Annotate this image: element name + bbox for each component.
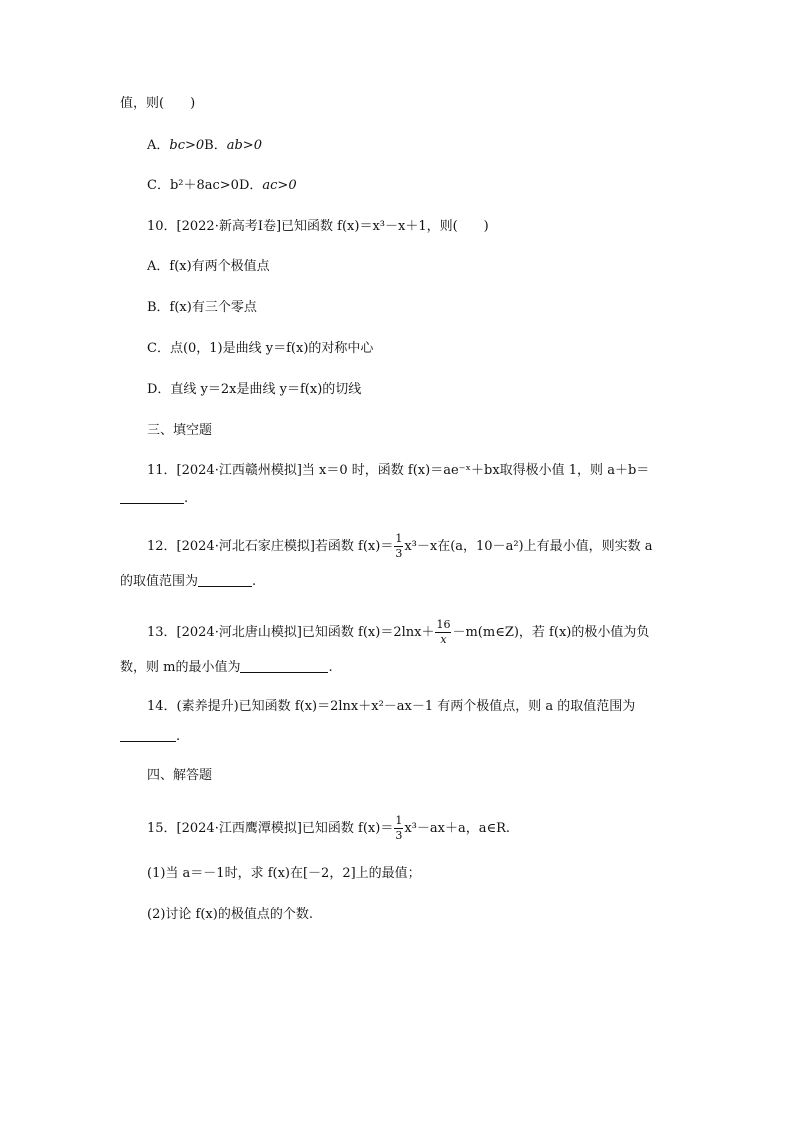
section-solutions-heading: 四、解答题 <box>147 768 213 783</box>
q13-stem: 13．[2024·河北唐山模拟]已知函数 f(x)＝2lnx＋ $\frac{16}{x}$ －m(m∈Z)，若 f(x)的极小值为负 <box>147 618 650 646</box>
q9-option-d: ac>0 <box>262 178 297 193</box>
q9-option-a: bc>0 <box>169 138 205 153</box>
q10-option-a: A．f(x)有两个极值点 <box>147 259 270 274</box>
q15-part-1: (1)当 a＝－1时，求 f(x)在[－2，2]上的最值； <box>147 866 421 881</box>
q11-answer-line: . <box>120 490 188 508</box>
q12-fraction: $\frac{1}{3}$ <box>395 532 403 560</box>
q15-part-2: (2)讨论 f(x)的极值点的个数. <box>147 907 313 922</box>
q9-option-b: ab>0 <box>226 138 262 153</box>
q9-option-c: b²＋8ac>0 <box>169 178 239 193</box>
q9-stem-tail: 值，则( ) <box>120 96 196 111</box>
q12-answer-blank[interactable] <box>198 574 252 587</box>
q14-answer-blank[interactable] <box>120 729 176 742</box>
q10-stem: 10．[2022·新高考Ⅰ卷]已知函数 f(x)＝x³－x＋1，则( ) <box>147 219 489 234</box>
q14-stem: 14．(素养提升)已知函数 f(x)＝2lnx＋x²－ax－1 有两个极值点，则 a 的取值范围为 <box>147 699 636 714</box>
q9-options-ab: A．bc>0B．ab>0 <box>147 138 262 153</box>
q10-option-d: D．直线 y＝2x是曲线 y＝f(x)的切线 <box>147 382 362 397</box>
q10-option-c: C．点(0，1)是曲线 y＝f(x)的对称中心 <box>147 341 374 356</box>
q9-options-cd: C．b²＋8ac>0D．ac>0 <box>147 178 297 193</box>
q15-fraction: $\frac{1}{3}$ <box>395 814 403 842</box>
q12-stem: 12．[2024·河北石家庄模拟]若函数 f(x)＝ $\frac{1}{3}$ x³－x在(a，10－a²)上有最小值，则实数 a <box>147 532 653 560</box>
q10-option-b: B．f(x)有三个零点 <box>147 300 257 315</box>
q15-stem: 15．[2024·江西鹰潭模拟]已知函数 f(x)＝ $\frac{1}{3}$ x³－ax＋a，a∈R. <box>147 814 510 842</box>
q13-answer-blank[interactable] <box>240 660 328 673</box>
q13-fraction: $\frac{16}{x}$ <box>436 618 451 646</box>
q14-answer-line: . <box>120 728 180 746</box>
q11-stem: 11．[2024·江西赣州模拟]当 x＝0 时，函数 f(x)＝ae⁻ˣ＋bx取得极小值 1，则 a＋b＝ <box>147 463 650 478</box>
section-fill-in-heading: 三、填空题 <box>147 423 213 438</box>
q13-answer-line: 数，则 m的最小值为 . <box>120 660 333 675</box>
q12-answer-line: 的取值范围为 . <box>120 574 257 589</box>
q11-answer-blank[interactable] <box>120 491 184 504</box>
